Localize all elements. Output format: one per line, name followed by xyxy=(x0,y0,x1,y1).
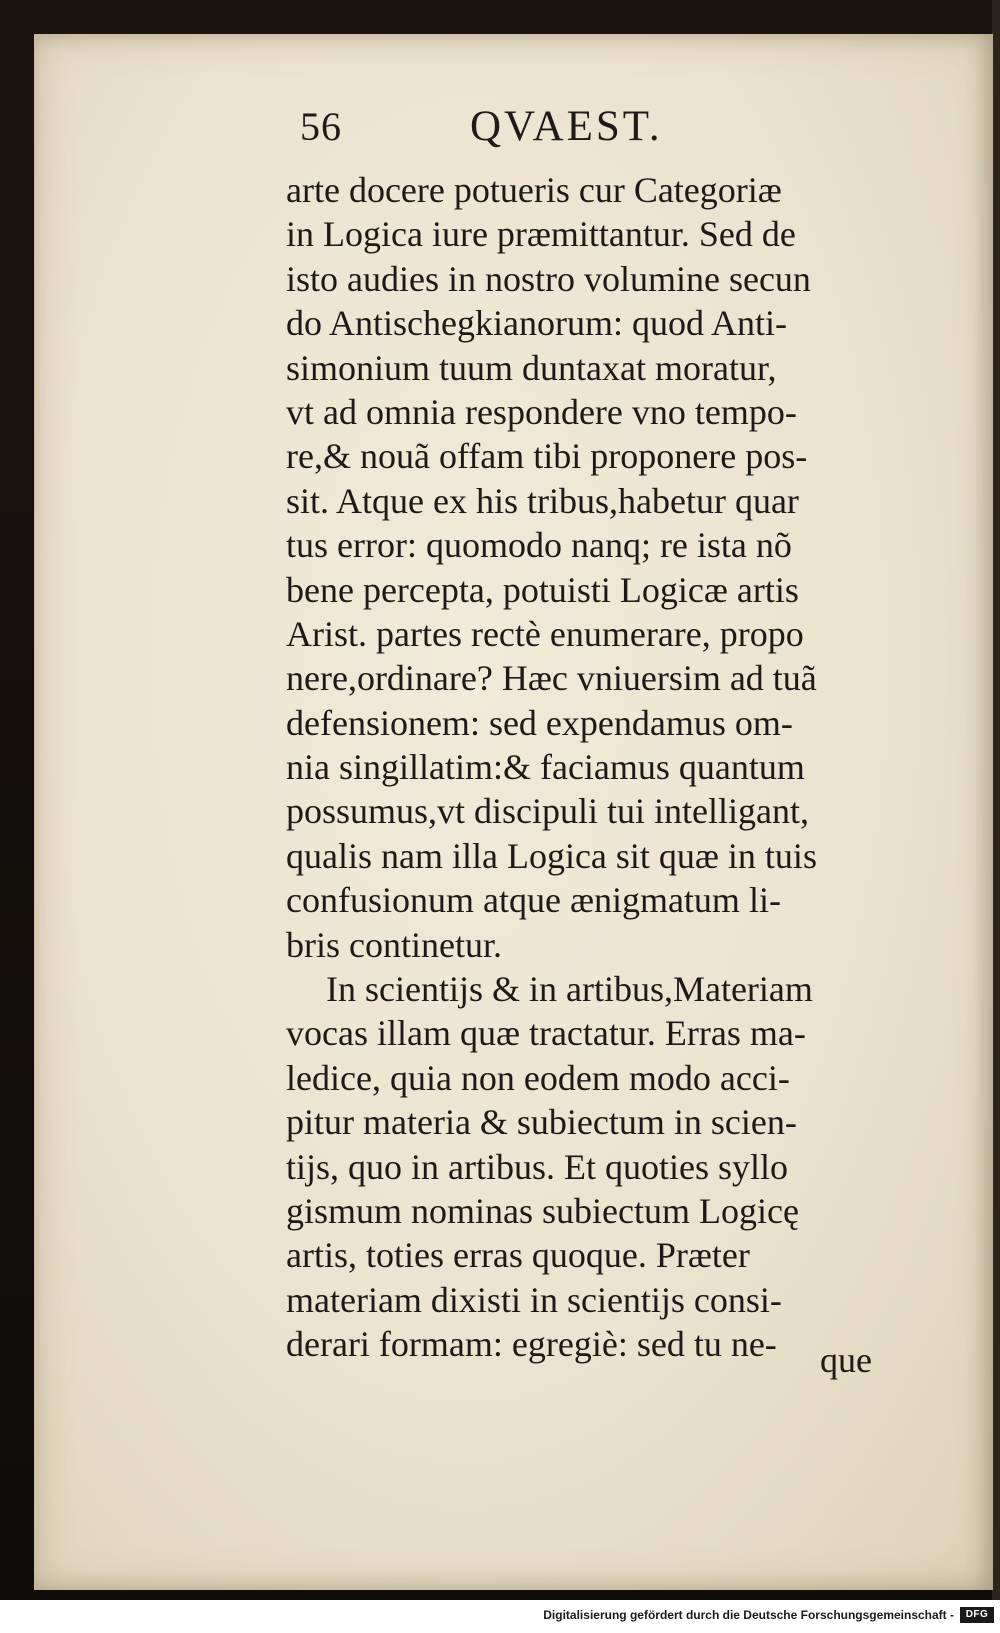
text-line: simonium tuum duntaxat moratur, xyxy=(286,347,777,388)
text-line: vt ad omnia respondere vno tempo- xyxy=(286,391,797,432)
text-line: tijs, quo in artibus. Et quoties syllo xyxy=(286,1146,788,1187)
text-line: pitur materia & subiectum in scien- xyxy=(286,1102,797,1143)
book-edge xyxy=(992,0,1000,1600)
text-line: isto audies in nostro volumine secun xyxy=(286,258,811,299)
footer-bar xyxy=(0,1600,1000,1633)
dfg-logo-icon: DFG xyxy=(960,1607,994,1623)
page-number: 56 xyxy=(300,104,342,149)
text-line: possumus,vt discipuli tui intelligant, xyxy=(286,791,810,832)
text-line: confusionum atque ænigmatum li- xyxy=(286,880,781,921)
text-line: derari formam: egregiè: sed tu ne- xyxy=(286,1324,777,1365)
text-line: arte docere potueris cur Categoriæ xyxy=(286,170,782,210)
text-line: in Logica iure præmittantur. Sed de xyxy=(286,214,796,255)
text-line: qualis nam illa Logica sit quæ in tuis xyxy=(286,835,817,876)
text-line: defensionem: sed expendamus om- xyxy=(286,702,793,743)
funding-credit: Digitalisierung gefördert durch die Deutsche Forschungsgemeinschaft - xyxy=(543,1608,954,1622)
text-line: bris continetur. xyxy=(286,924,502,965)
text-line: do Antischegkianorum: quod Anti- xyxy=(286,303,787,344)
text-line: materiam dixisti in scientijs consi- xyxy=(286,1279,782,1320)
text-line: bene percepta, potuisti Logicæ artis xyxy=(286,569,799,610)
text-line: ledice, quia non eodem modo acci- xyxy=(286,1057,790,1098)
text-line: gismum nominas subiectum Logicę xyxy=(286,1190,799,1231)
text-line: tus error: quomodo nanq; re ista nõ xyxy=(286,525,792,566)
text-line: re,& nouã offam tibi proponere pos- xyxy=(286,436,808,477)
running-title: QVAEST. xyxy=(470,103,663,150)
text-line-paragraph-start: In scientijs & in artibus,Materiam xyxy=(326,969,813,1010)
text-line: sit. Atque ex his tribus,habetur quar xyxy=(286,480,799,521)
page-header xyxy=(300,96,800,158)
text-line: artis, toties erras quoque. Præter xyxy=(286,1235,750,1276)
catchword: que xyxy=(820,1340,872,1380)
text-line: Arist. partes rectè enumerare, propo xyxy=(286,613,804,654)
body-text xyxy=(286,168,912,1367)
text-line: vocas illam quæ tractatur. Erras ma- xyxy=(286,1013,806,1054)
text-line: nere,ordinare? Hæc vniuersim ad tuã xyxy=(286,658,817,699)
text-line: nia singillatim:& faciamus quantum xyxy=(286,747,805,788)
